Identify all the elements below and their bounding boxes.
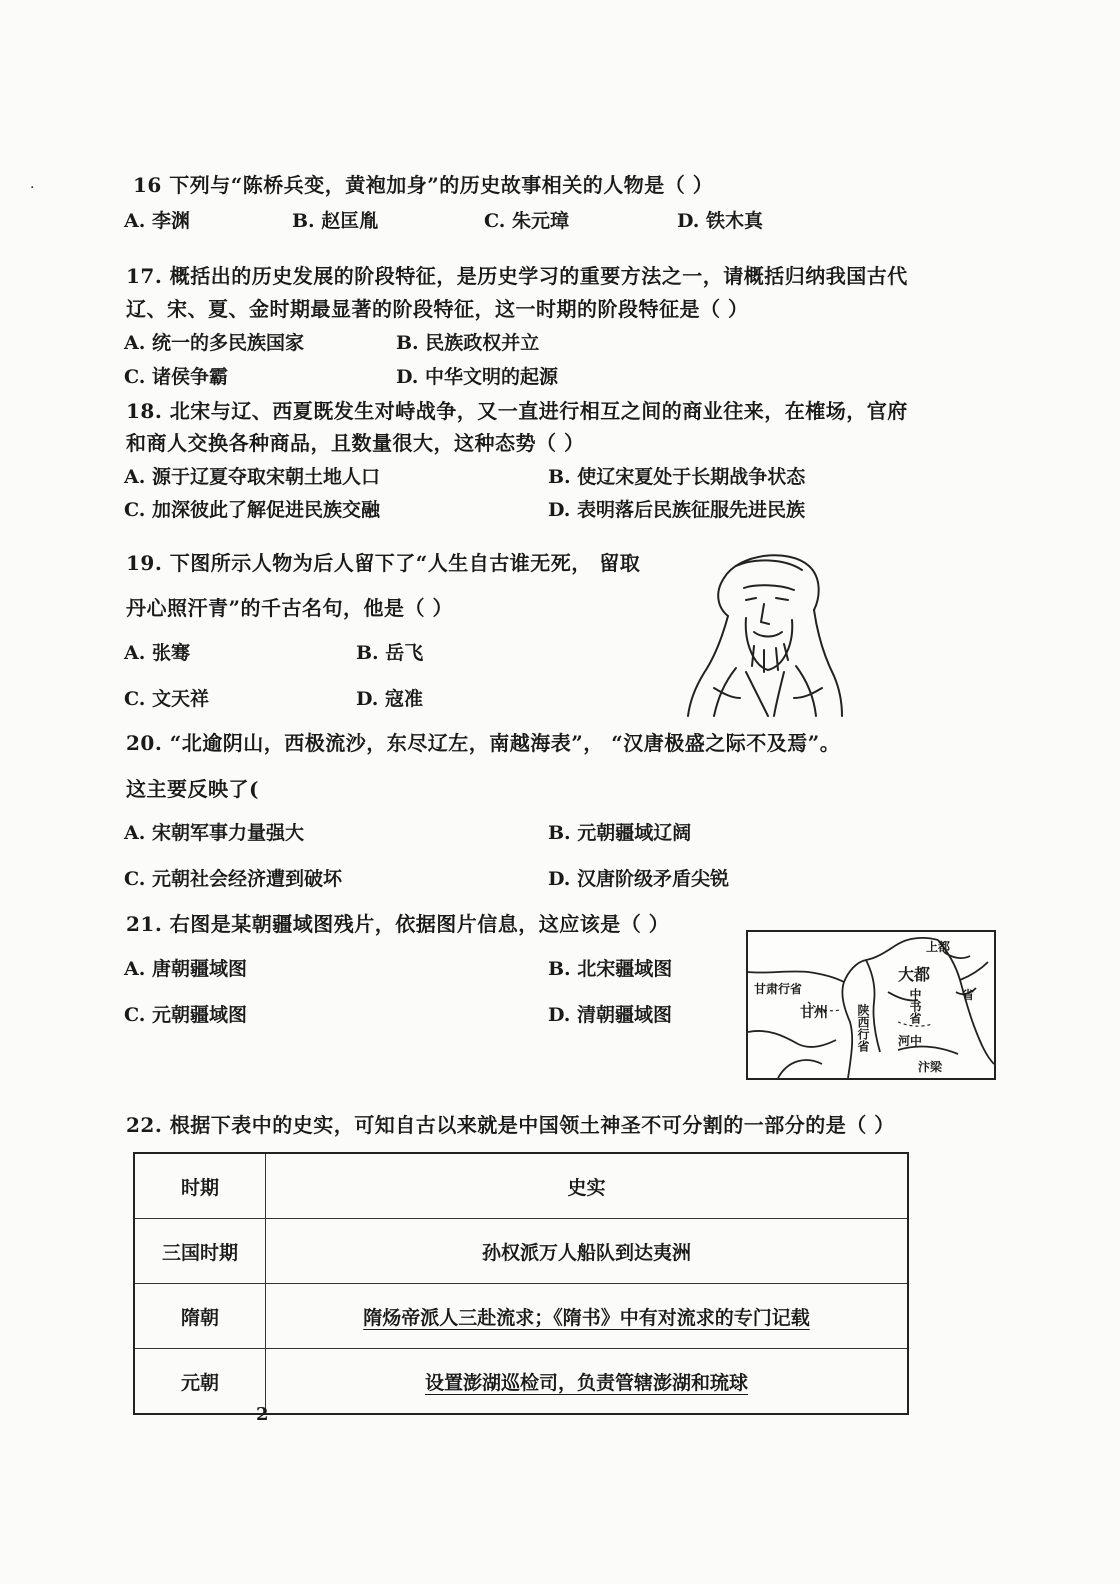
table-row	[134, 1349, 908, 1415]
q18-option-d[interactable]: D. 表明落后民族征服先进民族	[548, 499, 806, 521]
q21-stem: 21. 右图是某朝疆域图残片，依据图片信息，这应该是（ ）	[126, 912, 670, 936]
table-cell-period: 元朝	[134, 1349, 266, 1415]
q17-option-b[interactable]: B. 民族政权并立	[396, 332, 540, 354]
q21-option-c[interactable]: C. 元朝疆域图	[124, 1004, 248, 1026]
table-header-period: 时期	[134, 1153, 266, 1219]
map-label-dadu: 大都	[898, 965, 931, 984]
q16-option-b[interactable]: B. 赵匡胤	[292, 210, 379, 232]
map-label-ganzhou: 甘州	[800, 1005, 828, 1021]
q21-option-b[interactable]: B. 北宋疆域图	[548, 958, 673, 980]
table-row	[134, 1284, 908, 1349]
map-label-shangdu: 上都	[926, 940, 951, 954]
q21-option-a[interactable]: A. 唐朝疆域图	[124, 958, 247, 980]
map-label-bianliang: 汴梁	[918, 1060, 943, 1074]
table-cell-fact: 设置澎湖巡检司，负责管辖澎湖和琉球	[266, 1349, 909, 1415]
q20-option-a[interactable]: A. 宋朝军事力量强大	[124, 822, 304, 844]
table-cell-fact: 隋炀帝派人三赴流求；《隋书》中有对流求的专门记载	[266, 1284, 909, 1349]
table-header-row	[134, 1153, 908, 1219]
q17-stem-line2: 辽、宋、夏、金时期最显著的阶段特征，这一时期的阶段特征是（ ）	[126, 297, 749, 321]
table-cell-period: 三国时期	[134, 1219, 266, 1284]
q20-option-d[interactable]: D. 汉唐阶级矛盾尖锐	[548, 868, 730, 890]
q17-option-d[interactable]: D. 中华文明的起源	[396, 366, 559, 388]
q18-option-a[interactable]: A. 源于辽夏夺取宋朝土地人口	[124, 466, 380, 488]
portrait-illustration	[684, 548, 844, 718]
history-facts-table	[133, 1152, 909, 1415]
q17-stem-line1: 17. 概括出的历史发展的阶段特征，是历史学习的重要方法之一，请概括归纳我国古代	[126, 264, 908, 288]
table-cell-fact: 孙权派万人船队到达夷洲	[266, 1219, 909, 1284]
table-row	[134, 1219, 908, 1284]
q19-option-a[interactable]: A. 张骞	[124, 642, 190, 664]
q17-option-c[interactable]: C. 诸侯争霸	[124, 366, 229, 388]
q18-stem-line1: 18. 北宋与辽、西夏既发生对峙战争，又一直进行相互之间的商业往来，在榷场，官府	[126, 399, 908, 423]
map-borders	[748, 932, 994, 1078]
table-header-facts: 史实	[266, 1153, 909, 1219]
map-label-zhongshu: 中书省	[908, 988, 922, 1024]
map-label-shaanxi: 陕西行省	[856, 1004, 870, 1052]
q18-stem-line2: 和商人交换各种商品，且数量很大，这种态势（ ）	[126, 431, 585, 455]
table-cell-period: 隋朝	[134, 1284, 266, 1349]
q21-option-d[interactable]: D. 清朝疆域图	[548, 1004, 673, 1026]
q19-stem-line1: 19. 下图所示人物为后人留下了“人生自古谁无死， 留取	[126, 551, 641, 575]
q17-option-a[interactable]: A. 统一的多民族国家	[124, 332, 304, 354]
q19-option-c[interactable]: C. 文天祥	[124, 688, 210, 710]
map-label-gansu: 甘肃行省	[754, 982, 803, 996]
stray-mark: ·	[30, 180, 35, 196]
q20-option-b[interactable]: B. 元朝疆域辽阔	[548, 822, 692, 844]
q16-option-d[interactable]: D. 铁木真	[677, 210, 764, 232]
q20-option-c[interactable]: C. 元朝社会经济遭到破坏	[124, 868, 343, 890]
q20-stem-line1: 20. “北逾阴山，西极流沙，东尽辽左，南越海表”， “汉唐极盛之际不及焉”。	[126, 731, 841, 755]
q16-stem: 16 下列与“陈桥兵变，黄袍加身”的历史故事相关的人物是（ ）	[133, 173, 714, 197]
page-number: 2	[256, 1404, 269, 1425]
territory-map-fragment	[746, 930, 996, 1080]
q16-option-c[interactable]: C. 朱元璋	[484, 210, 570, 232]
q19-stem-line2: 丹心照汗青”的千古名句，他是（ ）	[126, 596, 453, 620]
q20-stem-line2: 这主要反映了(	[126, 777, 259, 801]
q19-option-d[interactable]: D. 寇准	[356, 688, 424, 710]
q22-stem: 22. 根据下表中的史实，可知自古以来就是中国领土神圣不可分割的一部分的是（ ）	[126, 1113, 895, 1137]
q18-option-c[interactable]: C. 加深彼此了解促进民族交融	[124, 499, 381, 521]
q16-option-a[interactable]: A. 李渊	[124, 210, 190, 232]
map-label-hezhong: 河中	[898, 1034, 923, 1048]
map-label-misc: 省	[962, 988, 975, 1002]
q19-option-b[interactable]: B. 岳飞	[356, 642, 424, 664]
q18-option-b[interactable]: B. 使辽宋夏处于长期战争状态	[548, 466, 806, 488]
